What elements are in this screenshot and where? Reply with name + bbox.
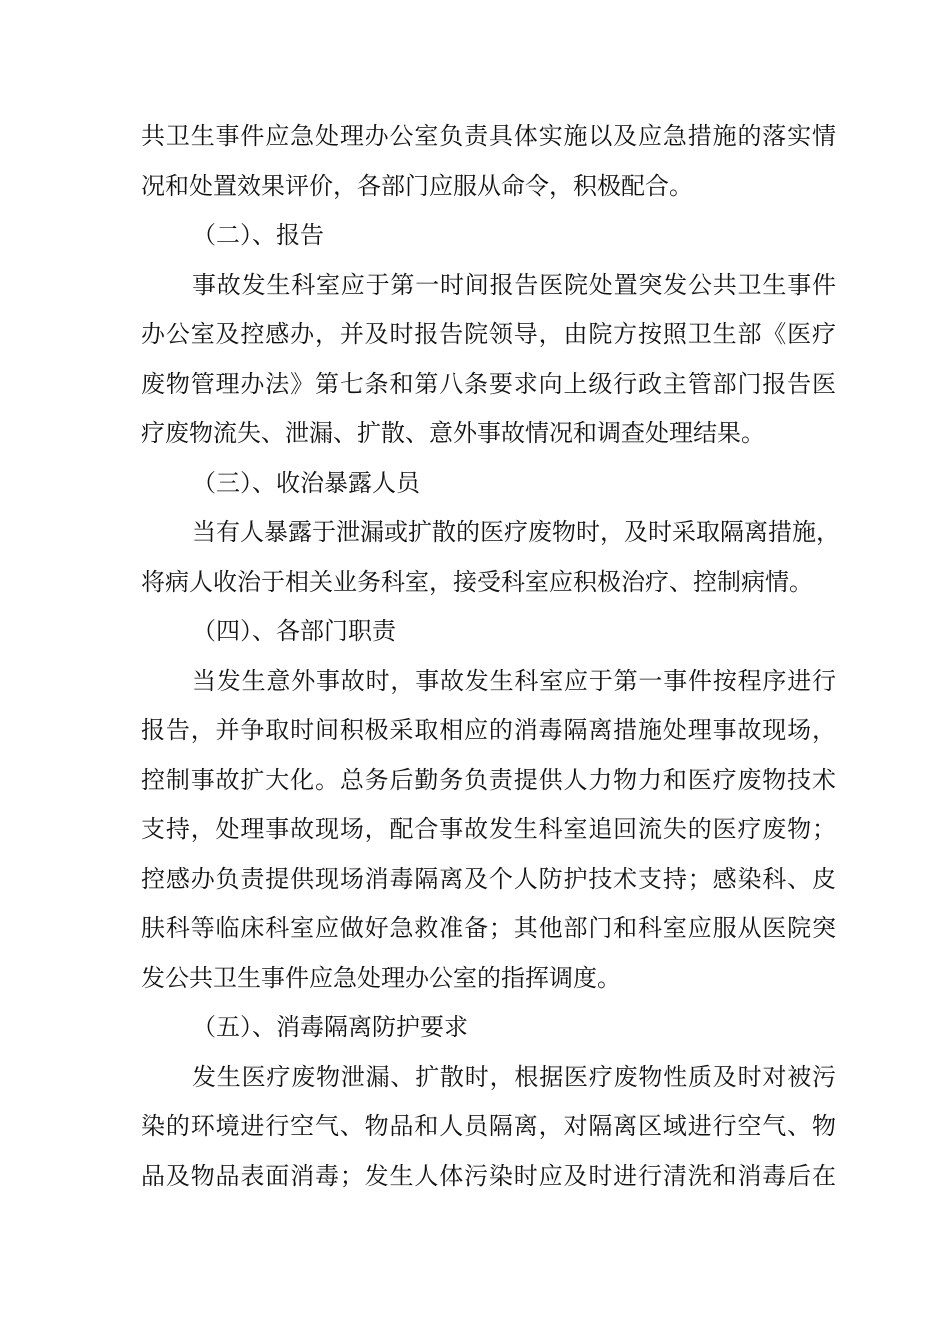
paragraph-line: 当发生意外事故时，事故发生科室应于第一事件按程序进行	[192, 666, 836, 695]
document-body	[141, 112, 840, 1201]
paragraph-line: 况和处置效果评价，各部门应服从命令，积极配合。	[141, 171, 693, 200]
paragraph-line: 废物管理办法》第七条和第八条要求向上级行政主管部门报告医	[141, 369, 836, 398]
section-heading: （二）、报告	[192, 221, 324, 249]
paragraph-line: 肤科等临床科室应做好急救准备；其他部门和科室应服从医院突	[141, 914, 836, 942]
paragraph-line: 疗废物流失、泄漏、扩散、意外事故情况和调查处理结果。	[141, 419, 765, 447]
paragraph-line: 报告，并争取时间积极采取相应的消毒隔离措施处理事故现场，	[141, 716, 836, 744]
paragraph-line: 控感办负责提供现场消毒隔离及个人防护技术支持；感染科、皮	[141, 864, 836, 893]
paragraph-line: 共卫生事件应急处理办公室负责具体实施以及应急措施的落实情	[141, 122, 836, 150]
paragraph-line: 发公共卫生事件应急处理办公室的指挥调度。	[141, 963, 621, 992]
section-heading: （三）、收治暴露人员	[192, 468, 420, 497]
section-heading: （四）、各部门职责	[192, 617, 396, 645]
paragraph-line: 发生医疗废物泄漏、扩散时，根据医疗废物性质及时对被污	[192, 1062, 836, 1091]
paragraph-line: 当有人暴露于泄漏或扩散的医疗废物时，及时采取隔离措施，	[192, 518, 840, 546]
paragraph-line: 办公室及控感办，并及时报告院领导，由院方按照卫生部《医疗	[141, 320, 836, 348]
paragraph-line: 染的环境进行空气、物品和人员隔离，对隔离区域进行空气、物	[141, 1112, 836, 1140]
paragraph-line: 控制事故扩大化。总务后勤务负责提供人力物力和医疗废物技术	[141, 765, 836, 794]
section-heading: （五）、消毒隔离防护要求	[192, 1013, 468, 1041]
paragraph-line: 将病人收治于相关业务科室，接受科室应积极治疗、控制病情。	[141, 567, 813, 596]
paragraph-line: 支持，处理事故现场，配合事故发生科室追回流失的医疗废物；	[141, 815, 836, 843]
paragraph-line: 事故发生科室应于第一时间报告医院处置突发公共卫生事件	[192, 270, 836, 299]
paragraph-line: 品及物品表面消毒；发生人体污染时应及时进行清洗和消毒后在	[141, 1161, 836, 1190]
